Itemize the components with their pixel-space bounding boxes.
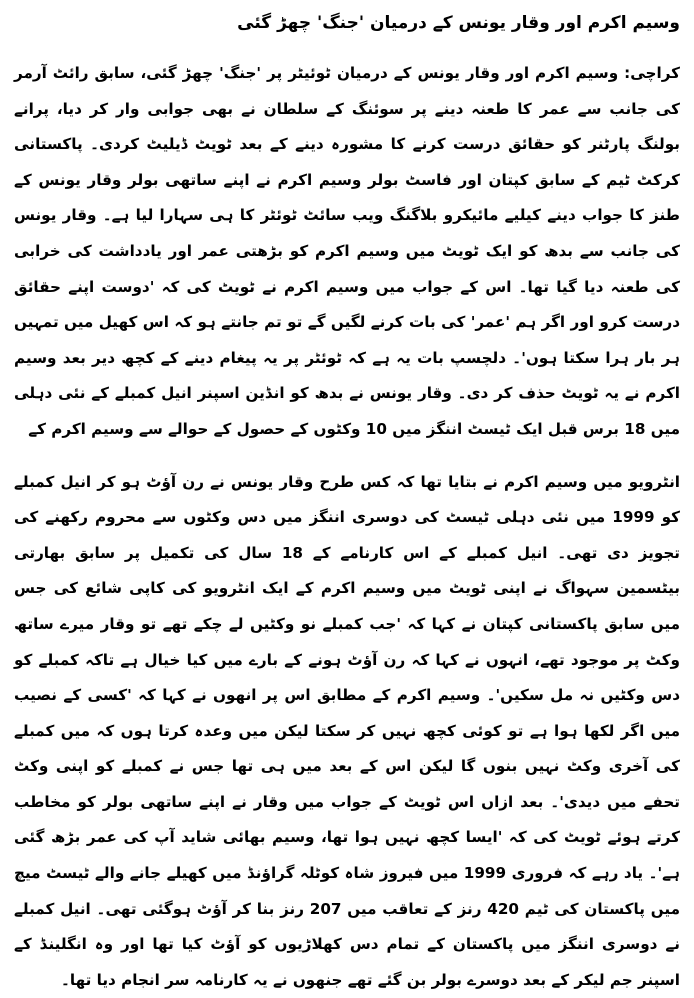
article-headline: وسیم اکرم اور وقار یونس کے درمیان 'جنگ' چھڑ گئی (237, 13, 680, 33)
article-paragraph-2: انٹرویو میں وسیم اکرم نے بتایا تھا کہ کس طرح وقار یونس نے رن آؤٹ ہو کر انیل کمبلے کو 1999 میں نئی دہلی ٹیسٹ کی دوسری اننگز میں دس وکٹوں سے محروم رکھنے کی تجویز دی تھی۔ انیل کمبلے کے اس کارنامے کے 18 سال کی تکمیل پر سابق بھارتی بیٹسمین سہواگ نے اپنی ٹویٹ میں وسیم اکرم کے ایک انٹرویو کی کاپی شائع کی جس میں سابق پاکستانی کپتان نے کہا کہ 'جب کمبلے نو وکٹیں لے چکے تھے تو وقار میرے ساتھ وکٹ پر موجود تھے، انہوں نے کہا کہ رن آؤٹ ہونے کے بارے میں کیا خیال ہے تاکہ کمبلے کو دس وکٹیں نہ مل سکیں'۔ وسیم اکرم کے مطابق اس پر انھوں نے کہا کہ 'کسی کے نصیب میں اگر لکھا ہوا ہے تو کوئی کچھ نہیں کر سکتا لیکن میں وعدہ کرتا ہوں کہ میں کمبلے کی آخری وکٹ نہیں بنوں گا لیکن اس کے بعد میں ہی تھا جس نے کمبلے کو اپنی وکٹ تحفے میں دیدی'۔ بعد ازاں اس ٹویٹ کے جواب میں وقار نے اپنے ساتھی بولر کو مخاطب کرتے ہوئے ٹویٹ کی کہ 'ایسا کچھ نہیں ہوا تھا، وسیم بھائی شاید آپ کی عمر بڑھ گئی ہے'۔ یاد رہے کہ فروری 1999 میں فیروز شاہ کوٹلہ گراؤنڈ میں کھیلے جانے والے ٹیسٹ میچ میں پاکستان کی ٹیم 420 رنز کے تعاقب میں 207 رنز بنا کر آؤٹ ہوگئی تھی۔ انیل کمبلے نے دوسری اننگز میں پاکستان کے تمام دس کھلاڑیوں کو آؤٹ کیا تھا اور وہ انگلینڈ کے اسپنر جم لیکر کے بعد دوسرے بولر بن گئے تھے جنھوں نے یہ کارنامہ سر انجام دیا تھا۔ (14, 472, 680, 989)
article-paragraph-1: کراچی: وسیم اکرم اور وقار یونس کے درمیان ٹوئیٹر پر 'جنگ' چھڑ گئی، سابق رائٹ آرمر کی جانب سے عمر کا طعنہ دینے پر سوئنگ کے سلطان نے بھی جوابی وار کر دیا، پرانے بولنگ پارٹنر کو حقائق درست کرنے کا مشورہ دینے کے بعد ٹویٹ ڈیلیٹ کردی۔ پاکستانی کرکٹ ٹیم کے سابق کپتان اور فاسٹ بولر وسیم اکرم نے اپنے ساتھی بولر وقار یونس کے طنز کا جواب دینے کیلیے مائیکرو بلاگنگ ویب سائٹ ٹوئٹر کا ہی سہارا لیا ہے۔ وقار یونس کی جانب سے بدھ کو ایک ٹویٹ میں وسیم اکرم کو بڑھتی عمر اور یادداشت کی خرابی کی طعنہ دیا گیا تھا۔ اس کے جواب میں وسیم اکرم نے ٹویٹ کی کہ 'دوست اپنے حقائق درست کرو اور اگر ہم 'عمر' کی بات کرنے لگیں گے تو تم جانتے ہو کہ اس کھیل میں تمہیں ہر بار ہرا سکتا ہوں'۔ دلچسپ بات یہ ہے کہ ٹوئٹر پر یہ پیغام دینے کے کچھ دیر بعد وسیم اکرم نے یہ ٹویٹ حذف کر دی۔ وقار یونس نے بدھ کو انڈین اسپنر انیل کمبلے کے نئی دہلی میں 18 برس قبل ایک ٹیسٹ اننگز میں 10 وکٹوں کے حصول کے حوالے سے وسیم اکرم کے (14, 64, 680, 438)
